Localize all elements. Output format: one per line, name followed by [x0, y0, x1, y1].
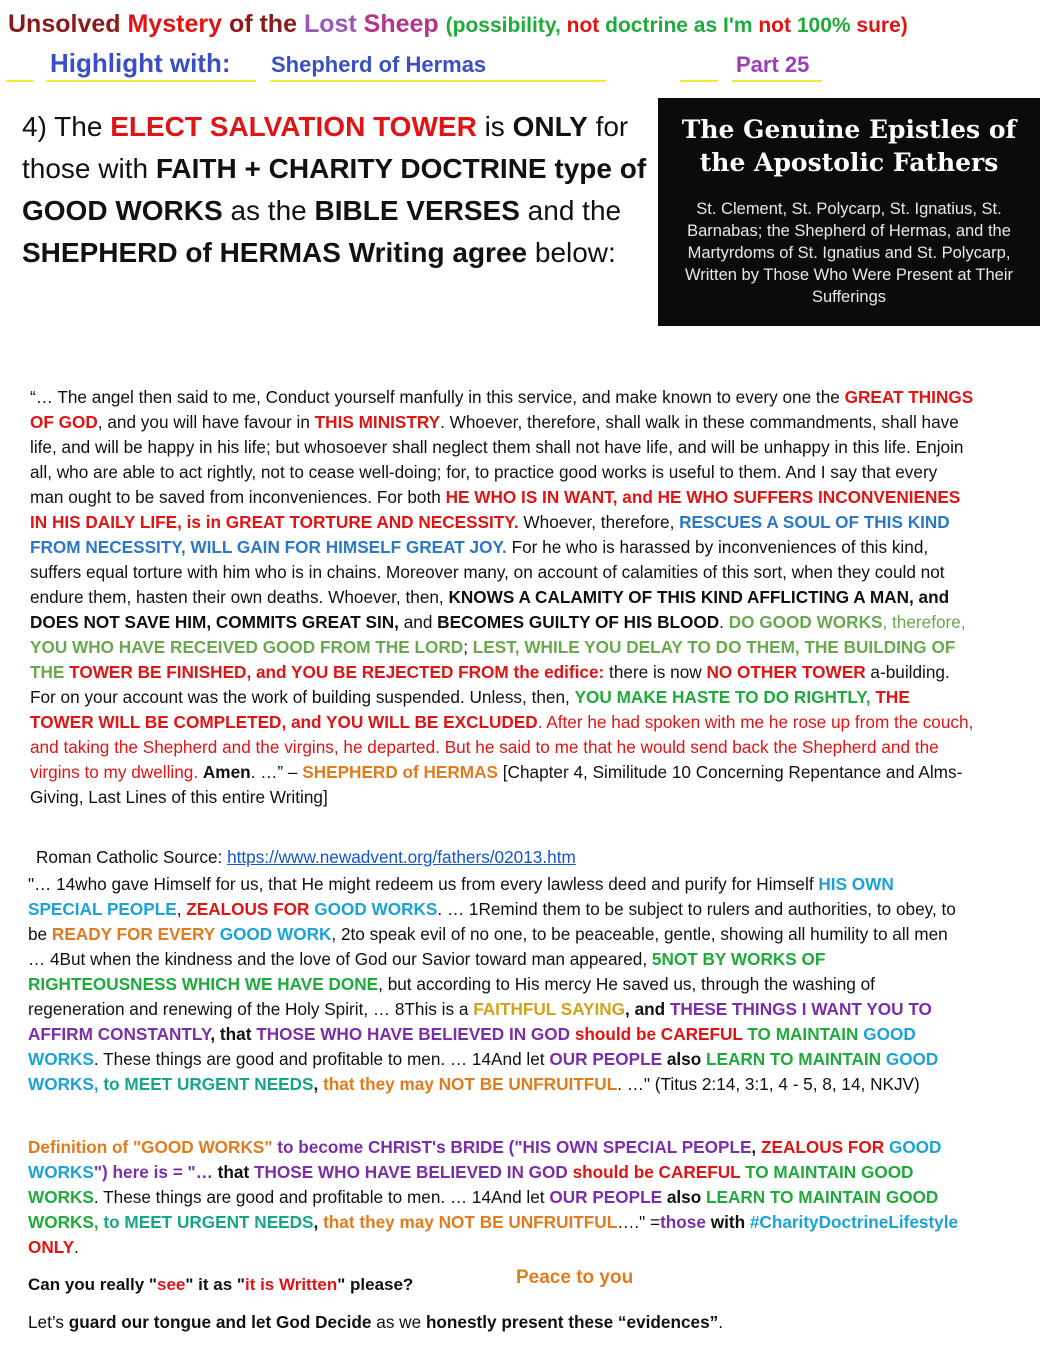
- page-title: [8, 10, 908, 39]
- highlight-underline: [680, 80, 718, 82]
- highlight-underline: [6, 80, 34, 82]
- closing-question: Can you really "see" it as "it is Written" please?: [28, 1275, 414, 1294]
- book-cover-image: [658, 98, 1040, 326]
- title-word: of the: [228, 10, 297, 38]
- closing-statement: Let’s guard our tongue and let God Decide as we honestly present these “evidences”.: [28, 1312, 724, 1332]
- source-label: Roman Catholic Source:: [36, 847, 228, 867]
- section-heading: 4) The ELECT SALVATION TOWER is ONLY for those with FAITH + CHARITY DOCTRINE type of GOOD WORKS as the BIBLE VERSES and the SHEPHERD of HERMAS Writing agree below:: [22, 111, 647, 268]
- book-title: The Genuine Epistles of the Apostolic Fathers: [681, 115, 1017, 177]
- highlight-underline: [270, 80, 606, 82]
- source-link[interactable]: https://www.newadvent.org/fathers/02013.htm: [227, 847, 576, 867]
- peace-greeting: Peace to you: [516, 1267, 634, 1288]
- source-line: [36, 845, 576, 870]
- highlight-underline: [732, 80, 822, 82]
- book-subtitle: St. Clement, St. Polycarp, St. Ignatius, St. Barnabas; the Shepherd of Hermas, and the Martyrdoms of St. Ignatius and St. Polycarp, Written by Those Who Were Present at Their Sufferings: [684, 200, 1013, 306]
- highlight-label: Highlight with:: [50, 48, 231, 78]
- title-word: Lost: [303, 10, 357, 38]
- part-number: Part 25: [736, 52, 810, 77]
- highlight-writing-name: Shepherd of Hermas: [271, 52, 487, 77]
- title-word: Sheep: [363, 10, 439, 38]
- title-word: Unsolved: [8, 10, 121, 38]
- titus-quote: "… 14who gave Himself for us, that He might redeem us from every lawless deed and purify for Himself HIS OWN SPECIAL PEOPLE, ZEALOUS FOR GOOD WORKS. … 1Remind them to be subject to rulers and authorities, to obey, to be READY FOR EVERY GOOD WORK, 2to speak evil of no one, to be peaceable, gentle, showing all humility to all men … 4But when the kindness and the love of God our Savior toward man appeared, 5NOT BY WORKS OF RIGHTEOUSNESS WHICH WE HAVE DONE, but according to His mercy He saved us, through the washing of regeneration and renewing of the Holy Spirit, … 8This is a FAITHFUL SAYING, and THESE THINGS I WANT YOU TO AFFIRM CONSTANTLY, that THOSE WHO HAVE BELIEVED IN GOD should be CAREFUL TO MAINTAIN GOOD WORKS. These things are good and profitable to men. … 14And let OUR PEOPLE also LEARN TO MAINTAIN GOOD WORKS, to MEET URGENT NEEDS, that they may NOT BE UNFRUITFUL. …" (Titus 2:14, 3:1, 4 - 5, 8, 14, NKJV): [28, 874, 956, 1094]
- definition-paragraph: Definition of "GOOD WORKS" to become CHRIST's BRIDE ("HIS OWN SPECIAL PEOPLE, ZEALOUS FOR GOOD WORKS") here is = "… that THOSE WHO HAVE BELIEVED IN GOD should be CAREFUL TO MAINTAIN GOOD WORKS. These things are good and profitable to men. … 14And let OUR PEOPLE also LEARN TO MAINTAIN GOOD WORKS, to MEET URGENT NEEDS, that they may NOT BE UNFRUITFUL…." =those with #CharityDoctrineLifestyle ONLY.: [28, 1137, 959, 1257]
- title-word: Mystery: [127, 10, 222, 38]
- title-parenthetical: (possibility, not doctrine as I'm not 100% sure): [445, 14, 908, 37]
- hermas-quote: “… The angel then said to me, Conduct yourself manfully in this service, and make known to every one the GREAT THINGS OF GOD, and you will have favour in THIS MINISTRY. Whoever, therefore, shall walk in these commandments, shall have life, and will be happy in his life; but whosoever shall neglect them shall not have life, and will be unhappy in this life. Enjoin all, who are able to act rightly, not to cease well-doing; for, to practice good works is useful to them. And I say that every man ought to be saved from inconveniences. For both HE WHO IS IN WANT, and HE WHO SUFFERS INCONVENIENES IN HIS DAILY LIFE, is in GREAT TORTURE AND NECESSITY. Whoever, therefore, RESCUES A SOUL OF THIS KIND FROM NECESSITY, WILL GAIN FOR HIMSELF GREAT JOY. For he who is harassed by inconveniences of this kind, suffers equal torture with him who is in chains. Moreover many, on account of calamities of this sort, when they could not endure them, hasten their own deaths. Whoever, then, KNOWS A CALAMITY OF THIS KIND AFFLICTING A MAN, and DOES NOT SAVE HIM, COMMITS GREAT SIN, and BECOMES GUILTY OF HIS BLOOD. DO GOOD WORKS, therefore, YOU WHO HAVE RECEIVED GOOD FROM THE LORD; LEST, WHILE YOU DELAY TO DO THEM, THE BUILDING OF THE TOWER BE FINISHED, and YOU BE REJECTED FROM the edifice: there is now NO OTHER TOWER a-building. For on your account was the work of building suspended. Unless, then, YOU MAKE HASTE TO DO RIGHTLY, THE TOWER WILL BE COMPLETED, and YOU WILL BE EXCLUDED. After he had spoken with me he rose up from the couch, and taking the Shepherd and the virgins, he departed. But he said to me that he would send back the Shepherd and the virgins to my dwelling. Amen. …” – SHEPHERD of HERMAS [Chapter 4, Similitude 10 Concerning Repentance and Alms-Giving, Last Lines of this entire Writing]: [30, 387, 974, 807]
- highlight-underline: [46, 80, 256, 82]
